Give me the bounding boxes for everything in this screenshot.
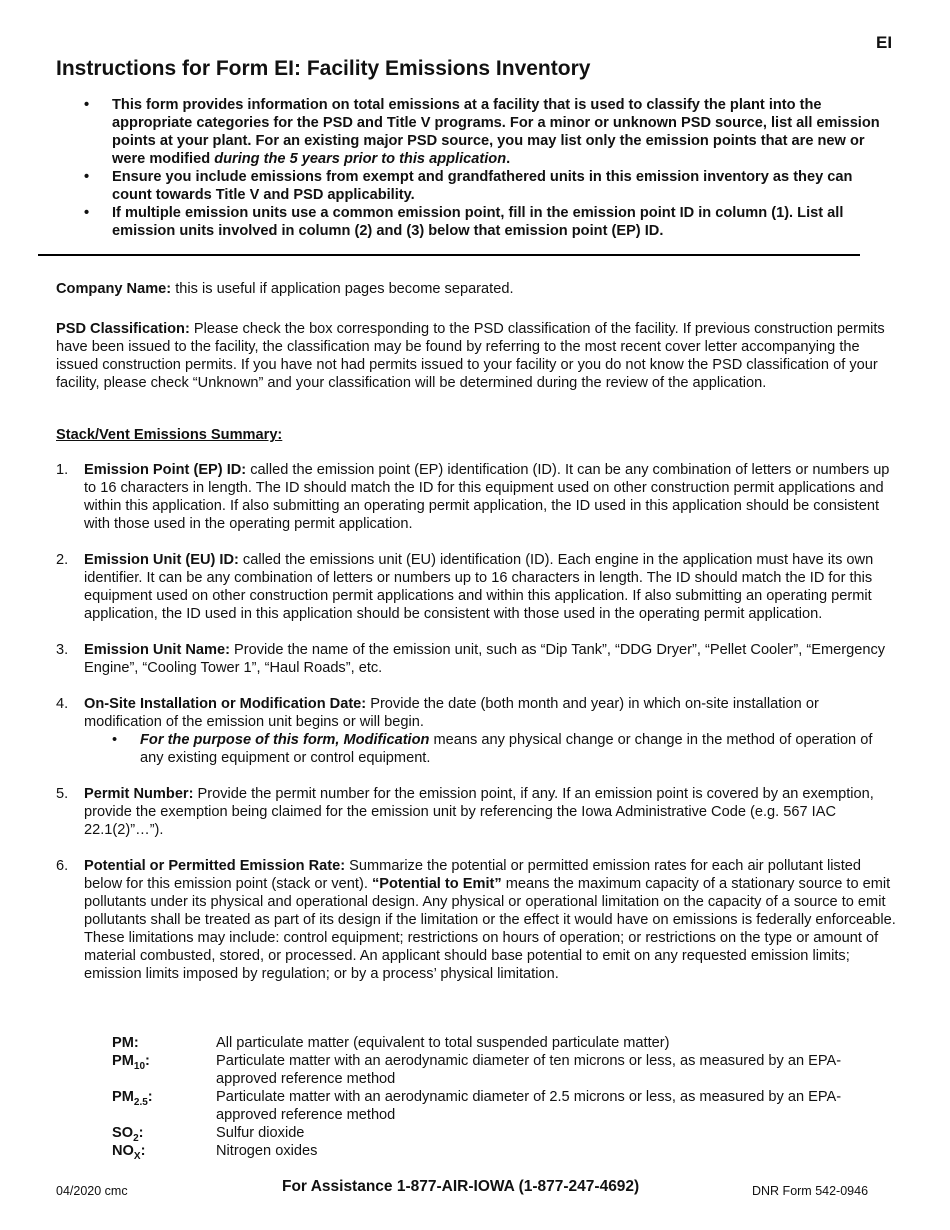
term-colon: : (138, 1125, 144, 1141)
term-colon: : (140, 1143, 146, 1159)
term-base: PM (112, 1053, 134, 1069)
item-text: Provide the name of the emission unit, such as “Dip Tank”, “DDG Dryer”, “Pellet Cooler”, “Emergency Engine”, “Cooling Tower 1”, “Haul Roads”, etc. (84, 642, 886, 676)
term-base: PM (112, 1035, 134, 1051)
pollutant-description: Nitrogen oxides (216, 1143, 318, 1159)
item-label: Emission Unit (EU) ID: (84, 552, 239, 568)
pollutant-description: All particulate matter (equivalent to total suspended particulate matter) (216, 1035, 670, 1051)
item-text-secondary: means the maximum capacity of a stationary source to emit pollutants under its physical and operational design. Any physical or operational limitation on the capacity of a source to emit pollutants shall be treated as part of its design if the limitation or the effect it would have on emissions is federally enforceable. These limitations may include: control equipment; restrictions on hours of operation; or restrictions on the type or amount of material combusted, stored, or processed. An applicant should base potential to emit on any requested emission limits; emission limits imposed by regulation; or by a process’ physical limitation. (84, 876, 896, 982)
item-label: Potential or Permitted Emission Rate: (84, 858, 346, 874)
sub-bullet-emphasis: For the purpose of this form, Modification (140, 732, 430, 748)
term-subscript: 2.5 (133, 1096, 148, 1108)
term-subscript: 10 (133, 1060, 146, 1072)
pollutant-description: Particulate matter with an aerodynamic diameter of ten microns or less, as measured by an EPA-approved reference method (216, 1053, 842, 1087)
item-label: Emission Unit Name: (84, 642, 230, 658)
pollutant-row (112, 1088, 896, 1124)
item-text: Provide the date (both month and year) in which on-site installation or modification of the emission unit begins or will begin. (84, 696, 819, 730)
psd-classification-text: Please check the box corresponding to the PSD classification of the facility. If previous construction permits have been issued to the facility, the classification may be found by referring to the most recent cover letter accompanying the issued construction permits. If you have not had permits issued to your facility or you do not know the PSD classification of your facility, please check “Unknown” and your classification will be determined during the review of the application. (56, 321, 885, 391)
instruction-item (56, 695, 896, 767)
term-subscript: 2 (133, 1132, 139, 1144)
pollutant-term (112, 1088, 216, 1124)
term-colon: : (133, 1035, 139, 1051)
pollutant-description: Sulfur dioxide (216, 1125, 305, 1141)
bullet-emphasis: during the 5 years prior to this application (214, 151, 507, 167)
pollutant-term (112, 1124, 216, 1142)
footer-revision: 04/2020 cmc (56, 1184, 128, 1198)
footer-assistance: For Assistance 1-877-AIR-IOWA (1-877-247-4692) (282, 1178, 640, 1195)
instruction-list (56, 461, 896, 1001)
pollutant-row (112, 1142, 896, 1160)
item-text: Summarize the potential or permitted emission rates for each air pollutant listed below for this emission point (stack or vent). (84, 858, 862, 892)
sub-bullet (112, 731, 896, 767)
pollutant-description: Particulate matter with an aerodynamic diameter of 2.5 microns or less, as measured by an EPA-approved reference method (216, 1089, 842, 1123)
psd-classification-paragraph (56, 320, 896, 392)
term-colon: : (147, 1089, 153, 1105)
item-number: 1. (56, 462, 69, 478)
term-base: NO (112, 1143, 134, 1159)
instruction-item (56, 641, 896, 677)
item-label-secondary: “Potential to Emit” (371, 876, 502, 892)
bullet-text: Ensure you include emissions from exempt and grandfathered units in this emission inventory as they can count towards Title V and PSD applicability. (112, 169, 853, 203)
intro-bullet (84, 96, 894, 168)
section-heading: Stack/Vent Emissions Summary: (56, 427, 283, 443)
instruction-item (56, 551, 896, 623)
term-colon: : (145, 1053, 150, 1069)
term-subscript: X (133, 1150, 141, 1162)
bullet-text: If multiple emission units use a common emission point, fill in the emission point ID in column (1). List all emission units involved in column (2) and (3) below that emission point (EP) ID. (112, 205, 844, 239)
sub-bullet-text: means any physical change or change in the method of operation of any existing equipment or control equipment. (140, 732, 873, 766)
item-number: 5. (56, 786, 69, 802)
pollutant-term (112, 1052, 216, 1088)
item-label: Emission Point (EP) ID: (84, 462, 247, 478)
bullet-text: This form provides information on total emissions at a facility that is used to classify the plant into the appropriate categories for the PSD and Title V programs. For a minor or unknown PSD source, list all emission points at your plant. For an existing major PSD source, you may list only the emission points that are new or were modified (112, 97, 880, 167)
pollutant-definitions (112, 1034, 896, 1160)
bullet-end: . (506, 151, 511, 167)
instruction-item (56, 461, 896, 533)
pollutant-term (112, 1142, 216, 1160)
term-base: PM (112, 1089, 134, 1105)
footer-form-number: DNR Form 542-0946 (752, 1184, 869, 1198)
pollutant-row (112, 1124, 896, 1142)
item-text: called the emissions unit (EU) identification (ID). Each engine in the application must have its own identifier. It can be any combination of letters or numbers up to 16 characters in length. The ID should match the ID for this equipment used on other construction permit applications and within this application. If also submitting an operating permit application, the ID used in this application should be consistent with those used in the operating permit application. (84, 552, 874, 622)
pollutant-term (112, 1034, 216, 1052)
company-name-label: Company Name: (56, 281, 172, 297)
item-number: 3. (56, 642, 69, 658)
intro-bullet (84, 168, 894, 204)
divider (38, 254, 860, 256)
item-text: called the emission point (EP) identification (ID). It can be any combination of letters or numbers up to 16 characters in length. The ID should match the ID for this equipment used on other construction permit applications and within this application. If also submitting an operating permit application, the ID used in this application should be consistent with those used in the operating permit application. (84, 462, 890, 532)
company-name-text: this is useful if application pages become separated. (171, 281, 514, 297)
item-number: 2. (56, 552, 69, 568)
item-number: 4. (56, 696, 69, 712)
company-name-paragraph (56, 280, 896, 298)
item-text: Provide the permit number for the emission point, if any. If an emission point is covered by an exemption, provide the exemption being claimed for the emission unit by referencing the Iowa Administrative Code (e.g. 567 IAC 22.1(2)”…”). (84, 786, 874, 838)
pollutant-row (112, 1052, 896, 1088)
pollutant-row (112, 1034, 896, 1052)
page-title: Instructions for Form EI: Facility Emissions Inventory (56, 57, 591, 80)
item-label: Permit Number: (84, 786, 194, 802)
item-number: 6. (56, 858, 69, 874)
instruction-item (56, 785, 896, 839)
intro-bullet (84, 204, 894, 240)
term-base: SO (112, 1125, 134, 1141)
item-label: On-Site Installation or Modification Date: (84, 696, 367, 712)
instruction-item (56, 857, 896, 983)
sub-bullet-list (84, 731, 896, 767)
intro-bullet-list (84, 96, 894, 240)
psd-classification-label: PSD Classification: (56, 321, 190, 337)
form-id: EI (876, 33, 893, 52)
